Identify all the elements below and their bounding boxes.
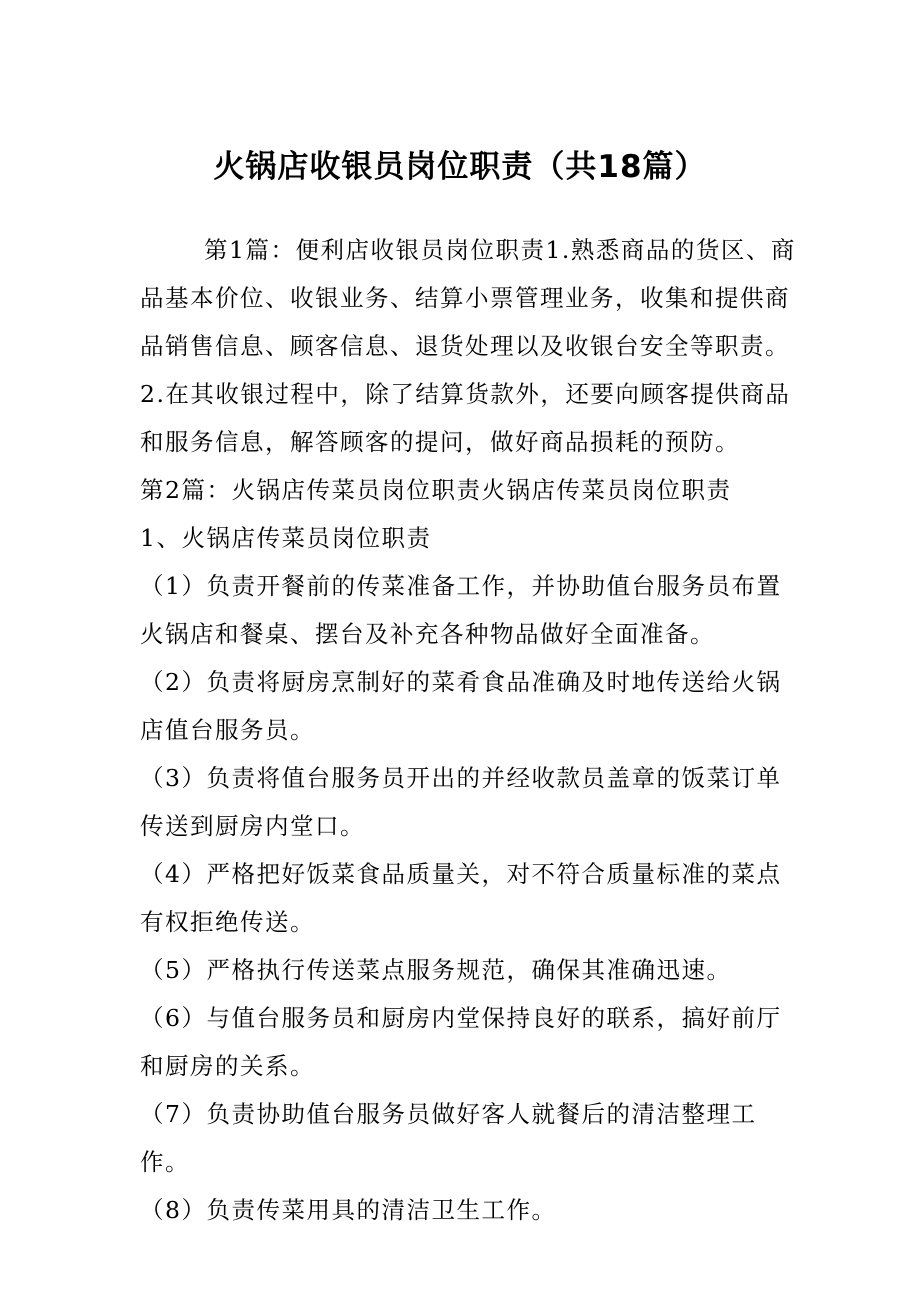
paragraph-item-4: （4）严格把好饭菜食品质量关，对不符合质量标准的菜点有权拒绝传送。 [140, 860, 782, 936]
paragraph-item-2: （2）负责将厨房烹制好的菜肴食品准确及时地传送给火锅店值台服务员。 [140, 668, 782, 744]
paragraph-item-6: （6）与值台服务员和厨房内堂保持良好的联系，搞好前厅和厨房的关系。 [140, 1004, 782, 1080]
paragraph-item-7: （7）负责协助值台服务员做好客人就餐后的清洁整理工作。 [140, 1100, 757, 1176]
paragraph-item-3: （3）负责将值台服务员开出的并经收款员盖章的饭菜订单传送到厨房内堂口。 [140, 764, 782, 840]
document-title: 火锅店收银员岗位职责（共18篇） [213, 149, 707, 185]
paragraph-part1: 第1篇：便利店收银员岗位职责1.熟悉商品的货区、商品基本价位、收银业务、结算小票管理业务，收集和提供商品销售信息、顾客信息、退货处理以及收银台安全等职责。2.在其收银过程中，除了结算货款外，还要向顾客提供商品和服务信息，解答顾客的提问，做好商品损耗的预防。 [140, 236, 796, 456]
document-body [140, 226, 800, 1234]
paragraph-section-heading: 1、火锅店传菜员岗位职责 [140, 524, 432, 552]
paragraph-item-8: （8）负责传菜用具的清洁卫生工作。 [140, 1196, 557, 1224]
paragraph-item-1: （1）负责开餐前的传菜准备工作，并协助值台服务员布置火锅店和餐桌、摆台及补充各种物品做好全面准备。 [140, 572, 782, 648]
paragraph-part2-heading: 第2篇：火锅店传菜员岗位职责火锅店传菜员岗位职责 [140, 476, 732, 504]
paragraph-item-5: （5）严格执行传送菜点服务规范，确保其准确迅速。 [140, 956, 732, 984]
